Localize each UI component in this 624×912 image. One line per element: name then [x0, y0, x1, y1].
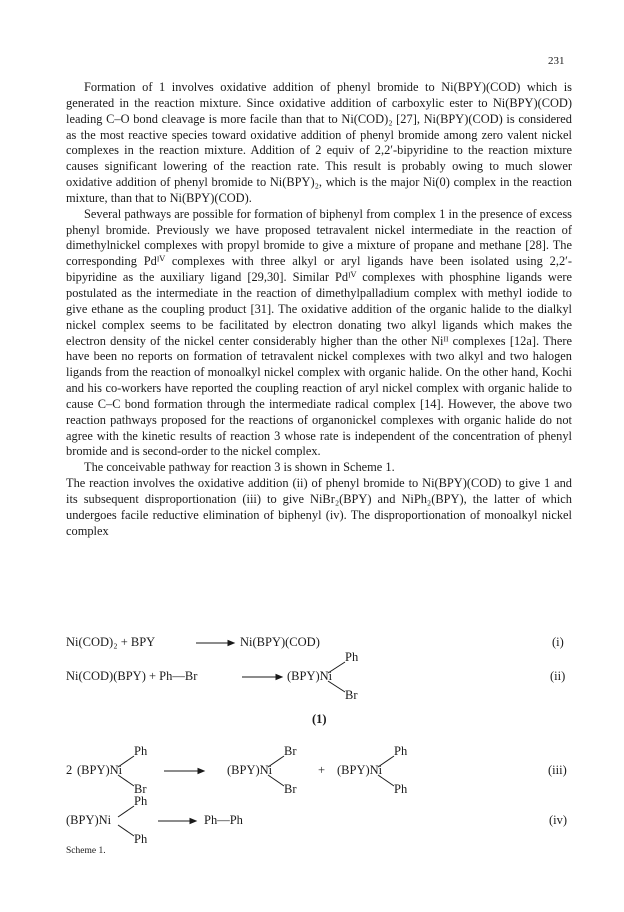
- eq2-lhs: Ni(COD)(BPY) + Ph—Br: [66, 669, 198, 683]
- eq3-product2-bottom: Ph: [394, 782, 408, 796]
- paragraph-2: Several pathways are possible for formation of biphenyl from complex 1 in the presence of excess phenyl bromide. Previously we have proposed tetravalent nickel intermediate in the reaction of dimethylnickel complexes with propyl bromide to give a mixture of propane and methane [28]. The corresponding Pdᴵⱽ complexes with three alkyl or aryl ligands have been isolated using 2,2′-bipyridine as the auxiliary ligand [29,30]. Similar Pdᴵⱽ complexes with phosphine ligands were postulated as the intermediate in the reaction of dimethylpalladium complex with methyl iodide to give ethane as the coupling product [31]. The oxidative addition of the organic halide to the dialkyl nickel complex seems to be facilitated by electron donating two alkyl ligands which makes the electron density of the nickel center considerably higher than the other Niᴵᴵ complexes [12a]. There have been no reports on formation of tetravalent nickel complexes with two alkyl and two halogen ligands from the reaction of monoalkyl nickel complex with organic halide. On the other hand, Kochi and his co-workers have reported the coupling reaction of aryl nickel complex with organic halide to cause C–C bond formation through the intermediate radical complex [14]. However, the above two reaction pathways proposed for the reactions of organonickel complexes with organic halide do not agree with the kinetic results of reaction 3 whose rate is independent of the concentration of phenyl bromide and is second-order to the nickel complex.: [66, 206, 572, 459]
- paragraph-1: Formation of 1 involves oxidative addition of phenyl bromide to Ni(BPY)(COD) which is generated in the reaction mixture. Since oxidative addition of carboxylic ester to Ni(BPY)(COD) leading C–O bond cleavage is more facile than that to Ni(COD)₂ [27], Ni(BPY)(COD) is considered as the most reactive species toward oxidative addition of phenyl bromide among zero valent nickel complexes in the reaction mixture. Addition of 2 equiv of 2,2′-bipyridine to the reaction mixture causes significant lowering of the reaction rate. This result is probably owing to much slower oxidative addition of phenyl bromide to Ni(BPY)₂, which is the major Ni(0) complex in the reaction mixture, than that to Ni(BPY)(COD).: [66, 80, 572, 205]
- eq3-product1-bottom: Br: [284, 782, 297, 796]
- eq4-metal: (BPY)Ni: [66, 813, 112, 827]
- eq4-rhs: Ph—Ph: [204, 813, 243, 827]
- page-number: 231: [548, 55, 565, 67]
- eq3-product1-metal: (BPY)Ni: [227, 763, 273, 777]
- eq1-label: (i): [552, 635, 564, 649]
- eq3-metal: (BPY)Ni: [77, 763, 123, 777]
- eq2-label: (ii): [550, 669, 566, 683]
- eq4-top-ligand: Ph: [134, 794, 148, 808]
- eq2-top-ligand: Ph: [345, 650, 359, 664]
- paragraph-3: The conceivable pathway for reaction 3 is shown in Scheme 1.: [84, 460, 395, 475]
- eq1-lhs: Ni(COD)₂ + BPY: [66, 635, 156, 649]
- eq1-rhs: Ni(BPY)(COD): [240, 635, 320, 649]
- eq3-bottom-ligand: Br: [134, 782, 147, 796]
- paragraph-4: The reaction involves the oxidative addition (ii) of phenyl bromide to Ni(BPY)(COD) to give 1 and its subsequent disproportionation (iii) to give NiBr₂(BPY) and NiPh₂(BPY), the latter of which undergoes facile reductive elimination of biphenyl (iv). The disproportionation of monoalkyl nickel complex: [66, 476, 572, 538]
- eq3-plus: +: [318, 763, 326, 777]
- eq4-label: (iv): [549, 813, 568, 827]
- eq2-metal: (BPY)Ni: [287, 669, 333, 683]
- eq3-label: (iii): [548, 763, 567, 777]
- eq2-bottom-ligand: Br: [345, 688, 358, 702]
- eq3-product1-top: Br: [284, 744, 297, 758]
- eq3-coefficient: 2: [66, 763, 73, 777]
- scheme-caption: Scheme 1.: [66, 846, 106, 856]
- compound-label: (1): [312, 712, 327, 726]
- eq3-product2-metal: (BPY)Ni: [337, 763, 383, 777]
- eq3-top-ligand: Ph: [134, 744, 148, 758]
- eq4-bottom-ligand: Ph: [134, 832, 148, 846]
- eq3-product2-top: Ph: [394, 744, 408, 758]
